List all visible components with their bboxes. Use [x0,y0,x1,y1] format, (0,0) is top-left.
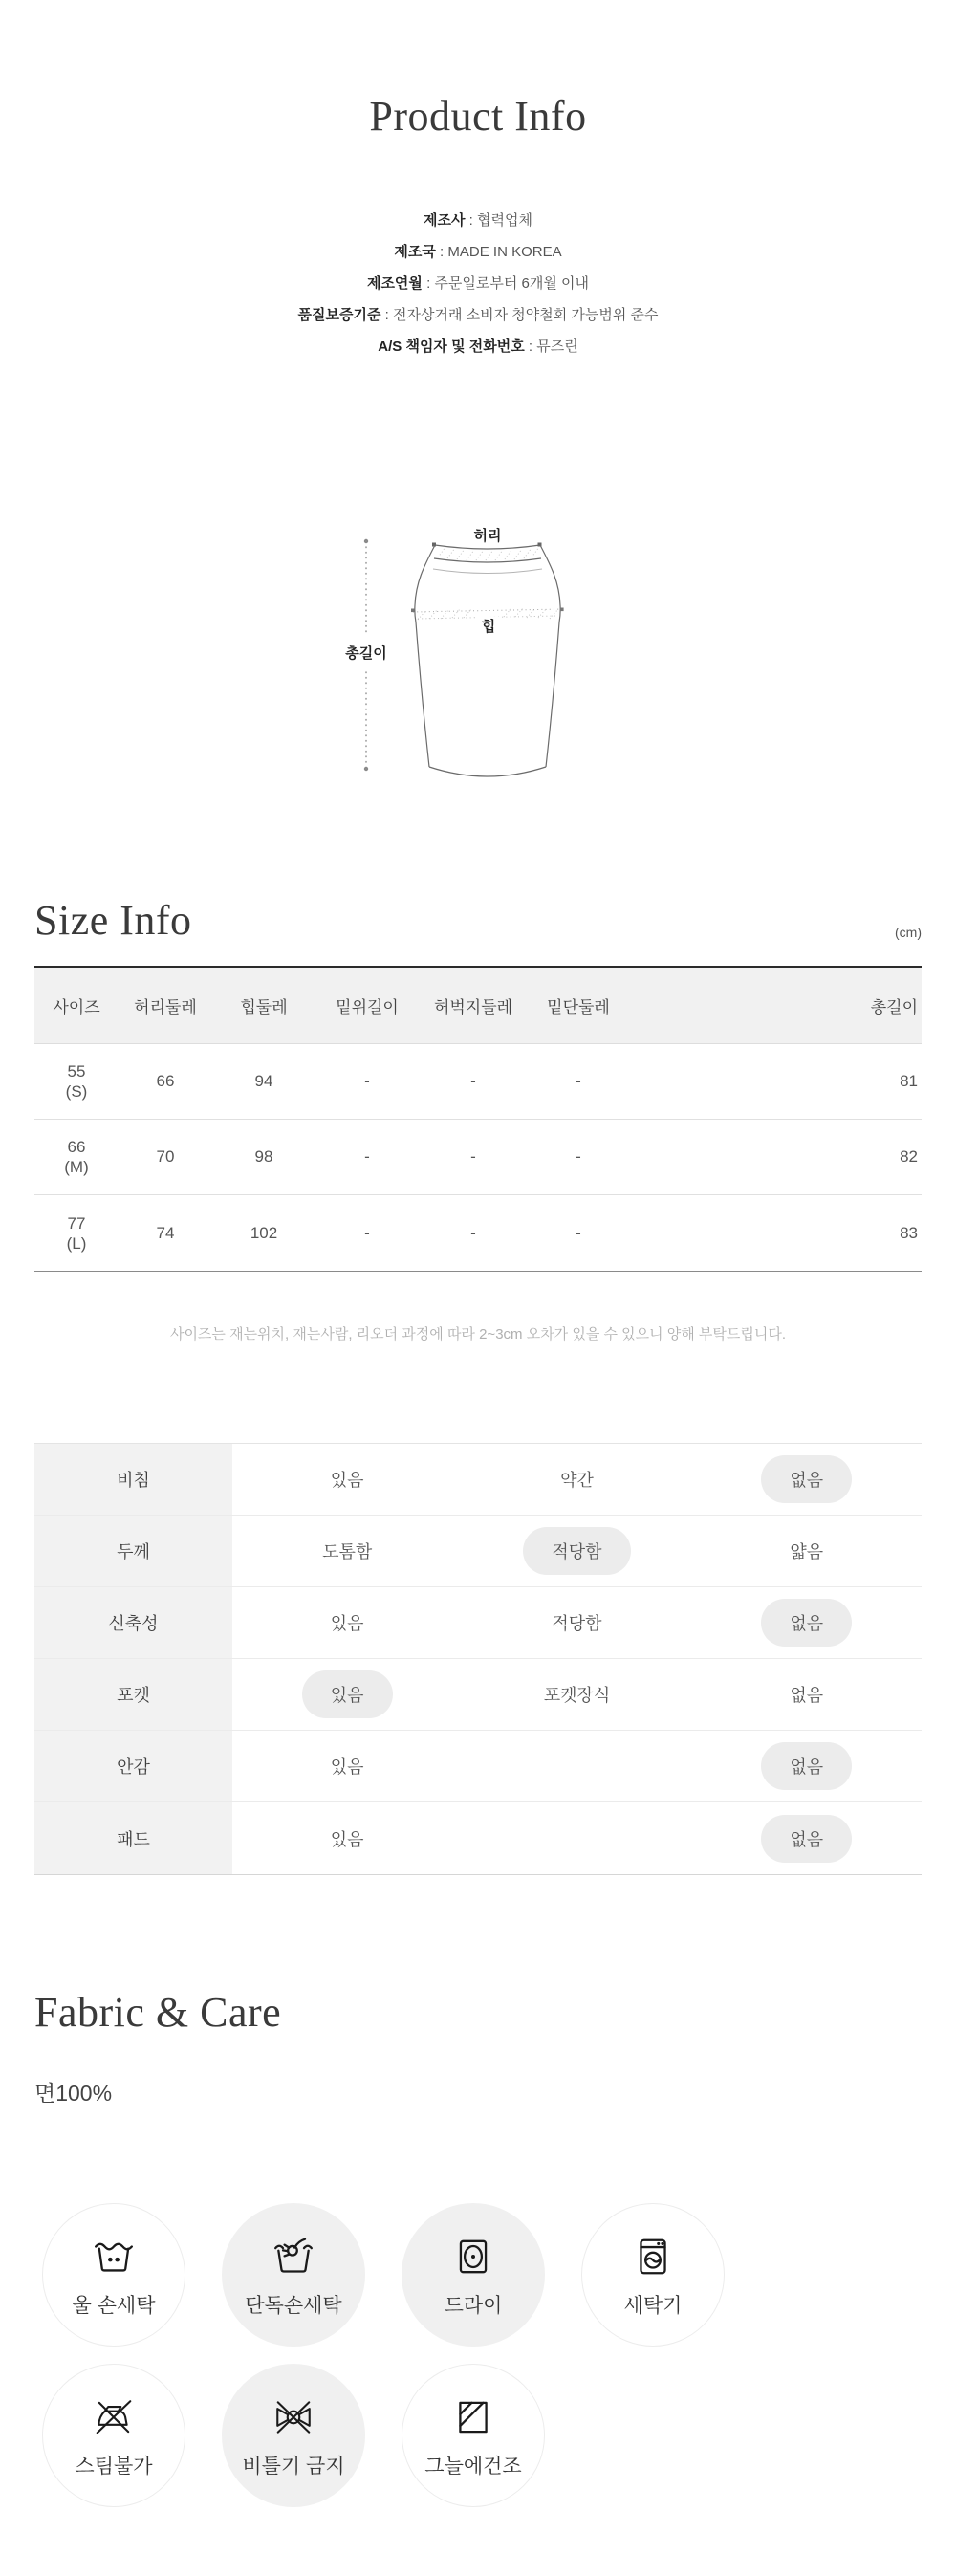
table-cell: 83 [900,1223,918,1242]
info-row-manufacturer [34,205,922,236]
info-row-date [34,268,922,299]
table-cell: - [470,1072,476,1090]
info-row-warranty [34,299,922,331]
care-item-separate-hand-wash [222,2203,365,2347]
attribute-label: 포켓 [34,1659,232,1730]
info-separator: : [435,244,448,260]
attribute-label: 신축성 [34,1587,232,1658]
care-label: 비틀기 금지 [242,2456,345,2478]
attribute-options [232,1444,922,1515]
size-info-header [34,896,922,946]
info-separator: : [524,338,537,355]
attribute-option: 적당함 [523,1527,630,1575]
column-header: 총길이 [870,998,918,1016]
table-cell: - [364,1147,370,1166]
attribute-option: 적당함 [552,1614,602,1633]
attribute-option: 도톰함 [322,1542,373,1561]
care-label: 드라이 [444,2295,503,2317]
attribute-option: 없음 [761,1599,852,1647]
size-table-row [34,1195,922,1271]
care-label: 단독손세탁 [245,2295,342,2317]
table-cell: - [576,1223,581,1242]
care-label: 스팀불가 [75,2456,153,2478]
attribute-option [548,1827,605,1850]
attribute-option [548,1755,605,1778]
attribute-option: 없음 [790,1686,824,1705]
care-item-wool-hand-wash [42,2203,185,2347]
care-item-no-steam [42,2364,185,2507]
attribute-option: 없음 [761,1455,852,1503]
size-table-row [34,1120,922,1195]
size-cell: 66 (M) [64,1138,89,1176]
attribute-label: 두께 [34,1516,232,1586]
attribute-options [232,1587,922,1658]
attribute-option: 없음 [761,1815,852,1863]
info-value: MADE IN KOREA [447,244,562,260]
size-table [34,966,922,1272]
column-header: 밑위길이 [336,998,399,1016]
table-cell: - [364,1072,370,1090]
info-separator: : [380,307,393,323]
attribute-options [232,1659,922,1730]
attribute-option: 있음 [302,1670,393,1718]
attribute-options [232,1802,922,1874]
product-info-list [34,180,922,362]
table-cell: 70 [156,1147,175,1166]
attribute-label: 비침 [34,1444,232,1515]
attribute-label: 안감 [34,1731,232,1801]
attribute-row [34,1659,922,1731]
attribute-table [34,1443,922,1875]
attribute-option: 있음 [330,1614,364,1633]
dry-clean-icon [451,2235,495,2279]
table-cell: - [364,1223,370,1242]
attribute-options [232,1731,922,1801]
care-item-dry-clean [402,2203,545,2347]
info-separator: : [465,212,478,229]
no-wring-icon [272,2395,315,2439]
product-info-title: Product Info [369,93,587,140]
size-table-header-row [34,968,922,1044]
info-row-country [34,236,922,268]
info-label: 제조사 [424,212,466,229]
size-diagram [34,517,922,797]
table-cell: 74 [156,1223,175,1242]
size-info-title: Size Info [34,897,192,944]
table-cell: 102 [250,1223,278,1242]
attribute-row [34,1444,922,1516]
column-header: 허벅지둘레 [433,998,513,1016]
separate-hand-wash-icon [272,2235,315,2279]
diagram-length-label: 총길이 [345,645,387,662]
table-cell: 81 [900,1072,918,1090]
column-header: 허리둘레 [134,998,197,1016]
skirt-diagram-icon [330,517,626,797]
care-item-dry-in-shade [402,2364,545,2507]
diagram-waist-label: 허리 [473,528,502,544]
diagram-hip-label: 힙 [481,619,496,635]
info-value: 주문일로부터 6개월 이내 [434,275,590,292]
care-icon-grid [34,2203,799,2507]
info-separator: : [422,275,435,292]
info-label: 제조연월 [366,275,423,292]
care-label: 그늘에건조 [424,2456,522,2478]
info-value: 협력업체 [477,212,532,229]
fabric-care-title: Fabric & Care [34,1989,282,2036]
table-cell: 66 [156,1072,175,1090]
size-table-row [34,1044,922,1120]
washing-machine-icon [631,2235,675,2279]
attribute-row [34,1587,922,1659]
attribute-row [34,1731,922,1802]
column-header: 밑단둘레 [547,998,610,1016]
info-label: 제조국 [394,244,436,260]
table-cell: - [576,1147,581,1166]
attribute-option: 없음 [761,1742,852,1790]
column-header: 힙둘레 [240,998,288,1016]
info-label: 품질보증기준 [297,307,381,323]
info-label: A/S 책임자 및 전화번호 [378,338,525,355]
attribute-option: 얇음 [790,1542,824,1561]
table-cell: 82 [900,1147,918,1166]
table-cell: - [576,1072,581,1090]
info-value: 뮤즈린 [536,338,578,355]
attribute-row [34,1802,922,1874]
attribute-label: 패드 [34,1802,232,1874]
size-cell: 55 (S) [65,1062,88,1101]
table-cell: - [470,1223,476,1242]
attribute-option: 포켓장식 [543,1686,611,1705]
dry-in-shade-icon [451,2395,495,2439]
wool-hand-wash-icon [92,2235,136,2279]
info-value: 전자상거래 소비자 청약철회 가능범위 준수 [392,307,659,323]
attribute-option: 있음 [330,1471,364,1490]
fabric-composition: 면100% [34,2081,113,2106]
size-cell: 77 (L) [66,1213,87,1253]
table-cell: - [470,1147,476,1166]
attribute-option: 약간 [560,1471,594,1490]
attribute-options [232,1516,922,1586]
size-note: 사이즈는 재는위치, 재는사람, 리오더 과정에 따라 2~3cm 오차가 있을 수 있으니 양해 부탁드립니다. [169,1326,787,1343]
column-header: 사이즈 [53,998,100,1016]
table-cell: 94 [254,1072,273,1090]
care-item-washing-machine [581,2203,725,2347]
care-item-no-wring [222,2364,365,2507]
size-unit-label: (cm) [895,925,922,940]
attribute-option: 있음 [330,1829,364,1849]
attribute-row [34,1516,922,1587]
no-steam-icon [92,2395,136,2439]
care-label: 울 손세탁 [72,2295,156,2317]
attribute-option: 있음 [330,1757,364,1777]
table-cell: 98 [254,1147,273,1166]
care-label: 세탁기 [623,2295,683,2317]
info-row-as [34,331,922,362]
